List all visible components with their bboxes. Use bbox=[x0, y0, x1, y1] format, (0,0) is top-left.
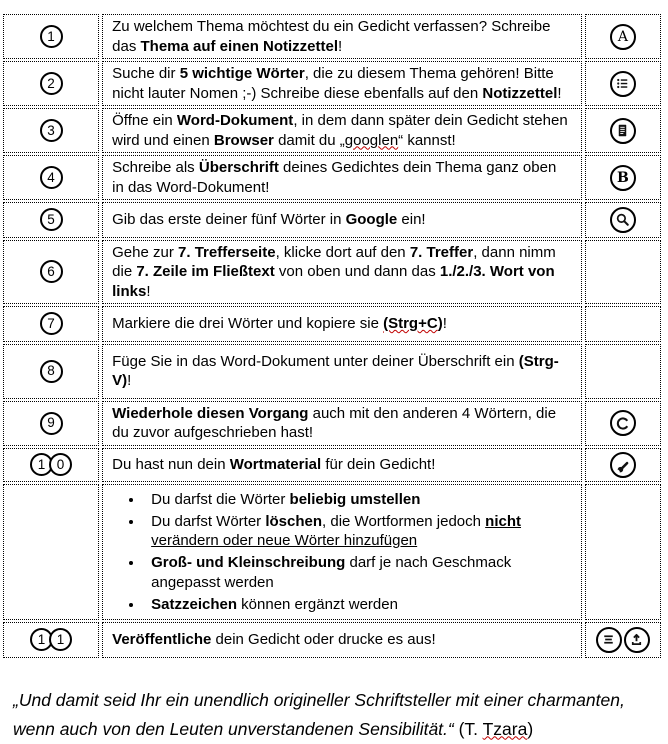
text-segment: 1./2./3. Wort von links bbox=[112, 263, 555, 300]
text-segment: , in dem dann später dein Gedicht stehen wird und einen bbox=[112, 112, 568, 149]
text-segment: ) bbox=[527, 718, 534, 739]
text-segment: ! bbox=[127, 372, 132, 389]
text-segment: Tzara bbox=[482, 718, 528, 739]
worksheet-page bbox=[0, 12, 668, 739]
text-segment: nicht bbox=[485, 512, 522, 530]
steps-table-body bbox=[3, 14, 661, 658]
text-segment: Wiederhole diesen Vorgang bbox=[112, 404, 309, 422]
text-segment: 7. Zeile im Fließtext bbox=[136, 263, 275, 280]
step-number-cell bbox=[3, 344, 99, 399]
step-number-cell bbox=[3, 401, 99, 446]
step-number-cell bbox=[3, 484, 99, 621]
table-row bbox=[3, 622, 661, 658]
step-number-badge: 1 bbox=[49, 628, 72, 651]
text-segment: ein! bbox=[397, 211, 426, 228]
repeat-icon bbox=[610, 410, 636, 436]
text-segment: dein Gedicht oder drucke es aus! bbox=[211, 631, 436, 648]
step-text-cell bbox=[102, 14, 582, 59]
text-segment: Browser bbox=[213, 131, 274, 149]
upload-icon bbox=[624, 627, 650, 653]
text-segment: , dann nimm die bbox=[112, 243, 556, 280]
step-icon-cell bbox=[585, 155, 661, 200]
text-segment: Groß- und Kleinschreibung bbox=[151, 554, 346, 571]
text-segment: verändern oder neue Wörter hinzufügen bbox=[151, 532, 418, 549]
step-text-cell bbox=[102, 484, 582, 621]
rule-item bbox=[144, 553, 572, 592]
text-segment: Schreibe als bbox=[112, 159, 199, 176]
text-segment: , die Wortformen jedoch bbox=[322, 512, 486, 530]
text-segment: von oben und dann das bbox=[274, 263, 440, 280]
step-number-badge: 2 bbox=[40, 72, 63, 95]
step-number-cell bbox=[3, 108, 99, 153]
text-segment: für dein Gedicht! bbox=[321, 455, 436, 473]
step-number-cell bbox=[3, 155, 99, 200]
rule-item bbox=[144, 490, 572, 510]
quote bbox=[13, 686, 653, 744]
bullet-list-icon bbox=[610, 71, 636, 97]
text-segment: (T. bbox=[458, 718, 483, 739]
letter-a-icon: A bbox=[610, 24, 636, 50]
rules-list bbox=[112, 490, 572, 615]
step-icon-cell bbox=[585, 622, 661, 658]
table-row bbox=[3, 240, 661, 305]
text-segment: Suche dir bbox=[112, 65, 180, 82]
text-segment: 5 wichtige Wörter bbox=[179, 65, 305, 82]
step-text-cell bbox=[102, 108, 582, 153]
step-number-badge: 1 bbox=[30, 628, 53, 651]
text-segment: , die zu diesem Thema gehören! Bitte nicht lauter Nomen ;-) Schreibe diese ebenfalls auf den bbox=[112, 65, 554, 102]
table-row bbox=[3, 61, 661, 106]
text-segment: Notizzettel bbox=[482, 84, 558, 102]
text-segment: deines Gedichtes dein Thema ganz oben in das Word-Dokument! bbox=[112, 159, 557, 196]
step-number-badge: 9 bbox=[40, 412, 63, 435]
step-icon-cell bbox=[585, 14, 661, 59]
step-icon-cell bbox=[585, 484, 661, 621]
step-text-cell bbox=[102, 240, 582, 305]
text-segment: 7. Treffer bbox=[409, 243, 474, 261]
step-number-badge: 7 bbox=[40, 312, 63, 335]
step-number-badge: 8 bbox=[40, 360, 63, 383]
step-icon-cell bbox=[585, 448, 661, 482]
step-number-badge: 5 bbox=[40, 208, 63, 231]
step-text-cell bbox=[102, 61, 582, 106]
step-number-badge: 0 bbox=[49, 453, 72, 476]
text-segment: beliebig umstellen bbox=[289, 490, 421, 508]
step-text-cell bbox=[102, 448, 582, 482]
steps-table bbox=[0, 12, 664, 660]
table-row bbox=[3, 306, 661, 342]
text-segment: auch mit den anderen 4 Wörtern, die du zuvor aufgeschrieben hast! bbox=[112, 404, 557, 441]
text-segment: “ kannst! bbox=[398, 131, 456, 149]
table-row bbox=[3, 448, 661, 482]
rule-item bbox=[144, 595, 572, 615]
step-number-badge: 6 bbox=[40, 260, 63, 283]
document-page-icon bbox=[610, 118, 636, 144]
step-number-cell bbox=[3, 448, 99, 482]
text-segment: ! bbox=[338, 37, 343, 55]
text-segment: Word-Dokument bbox=[176, 112, 294, 129]
table-row bbox=[3, 108, 661, 153]
step-icon-cell bbox=[585, 306, 661, 342]
step-icon-cell bbox=[585, 108, 661, 153]
rule-item bbox=[144, 512, 572, 551]
step-text-cell bbox=[102, 622, 582, 658]
text-segment: Markiere die drei Wörter und kopiere sie bbox=[112, 315, 384, 332]
table-row bbox=[3, 155, 661, 200]
step-icon-cell bbox=[585, 344, 661, 399]
text-segment: Gehe zur bbox=[112, 243, 179, 261]
step-text-cell bbox=[102, 202, 582, 238]
magnifier-icon bbox=[610, 207, 636, 233]
table-row bbox=[3, 484, 661, 621]
text-segment: Du darfst Wörter bbox=[151, 512, 266, 530]
text-segment: Du darfst die Wörter bbox=[151, 490, 290, 508]
step-number-badge: 4 bbox=[40, 166, 63, 189]
step-text-cell bbox=[102, 344, 582, 399]
text-segment: Überschrift bbox=[198, 159, 279, 176]
text-segment: Satzzeichen bbox=[151, 595, 238, 613]
text-segment: (Strg+C bbox=[383, 315, 438, 332]
wrench-icon bbox=[610, 452, 636, 478]
table-row bbox=[3, 14, 661, 59]
step-number-cell bbox=[3, 240, 99, 305]
step-number-cell bbox=[3, 14, 99, 59]
text-segment: Thema auf einen Notizzettel bbox=[140, 37, 339, 55]
table-row bbox=[3, 401, 661, 446]
step-number-badge: 1 bbox=[30, 453, 53, 476]
text-segment: Du hast nun dein bbox=[112, 455, 230, 473]
step-text-cell bbox=[102, 401, 582, 446]
text-segment: ! bbox=[442, 315, 447, 332]
letter-b-icon: B bbox=[610, 165, 636, 191]
text-segment: ! bbox=[557, 84, 562, 102]
step-text-cell bbox=[102, 155, 582, 200]
text-segment: können ergänzt werden bbox=[237, 595, 398, 613]
text-segment: Zu welchem Thema möchtest du ein Gedicht verfassen? Schreibe das bbox=[112, 18, 551, 55]
step-number-cell bbox=[3, 622, 99, 658]
step-icon-cell bbox=[585, 401, 661, 446]
text-segment: (Strg-V) bbox=[112, 352, 559, 389]
text-segment: ! bbox=[146, 282, 151, 300]
step-text-cell bbox=[102, 306, 582, 342]
text-segment: Google bbox=[345, 211, 398, 228]
step-number-cell bbox=[3, 306, 99, 342]
align-lines-icon bbox=[596, 627, 622, 653]
text-segment: damit du „ bbox=[273, 131, 345, 149]
text-segment: googlen bbox=[344, 131, 399, 149]
step-icon-cell bbox=[585, 61, 661, 106]
step-icon-cell bbox=[585, 240, 661, 305]
step-number-cell bbox=[3, 202, 99, 238]
step-number-cell bbox=[3, 61, 99, 106]
text-segment: „Und damit seid Ihr ein unendlich origineller Schriftsteller mit einer charmanten, wenn auch von den Leuten unverstandenen Sensibilität.“ bbox=[13, 689, 625, 739]
step-icon-cell bbox=[585, 202, 661, 238]
text-segment: Gib das erste deiner fünf Wörter in bbox=[112, 211, 346, 228]
text-segment: ) bbox=[437, 315, 443, 332]
text-segment: darf je nach Geschmack angepasst werden bbox=[151, 554, 512, 591]
step-number-badge: 1 bbox=[40, 25, 63, 48]
text-segment: löschen bbox=[265, 512, 323, 530]
text-segment: Veröffentliche bbox=[112, 631, 212, 648]
text-segment: Öffne ein bbox=[112, 112, 177, 129]
text-segment: , klicke dort auf den bbox=[275, 243, 410, 261]
text-segment: Wortmaterial bbox=[229, 455, 322, 473]
step-number-badge: 3 bbox=[40, 119, 63, 142]
table-row bbox=[3, 202, 661, 238]
text-segment: Füge Sie in das Word-Dokument unter deiner Überschrift ein bbox=[112, 352, 519, 370]
text-segment: 7. Trefferseite bbox=[178, 243, 276, 261]
table-row bbox=[3, 344, 661, 399]
